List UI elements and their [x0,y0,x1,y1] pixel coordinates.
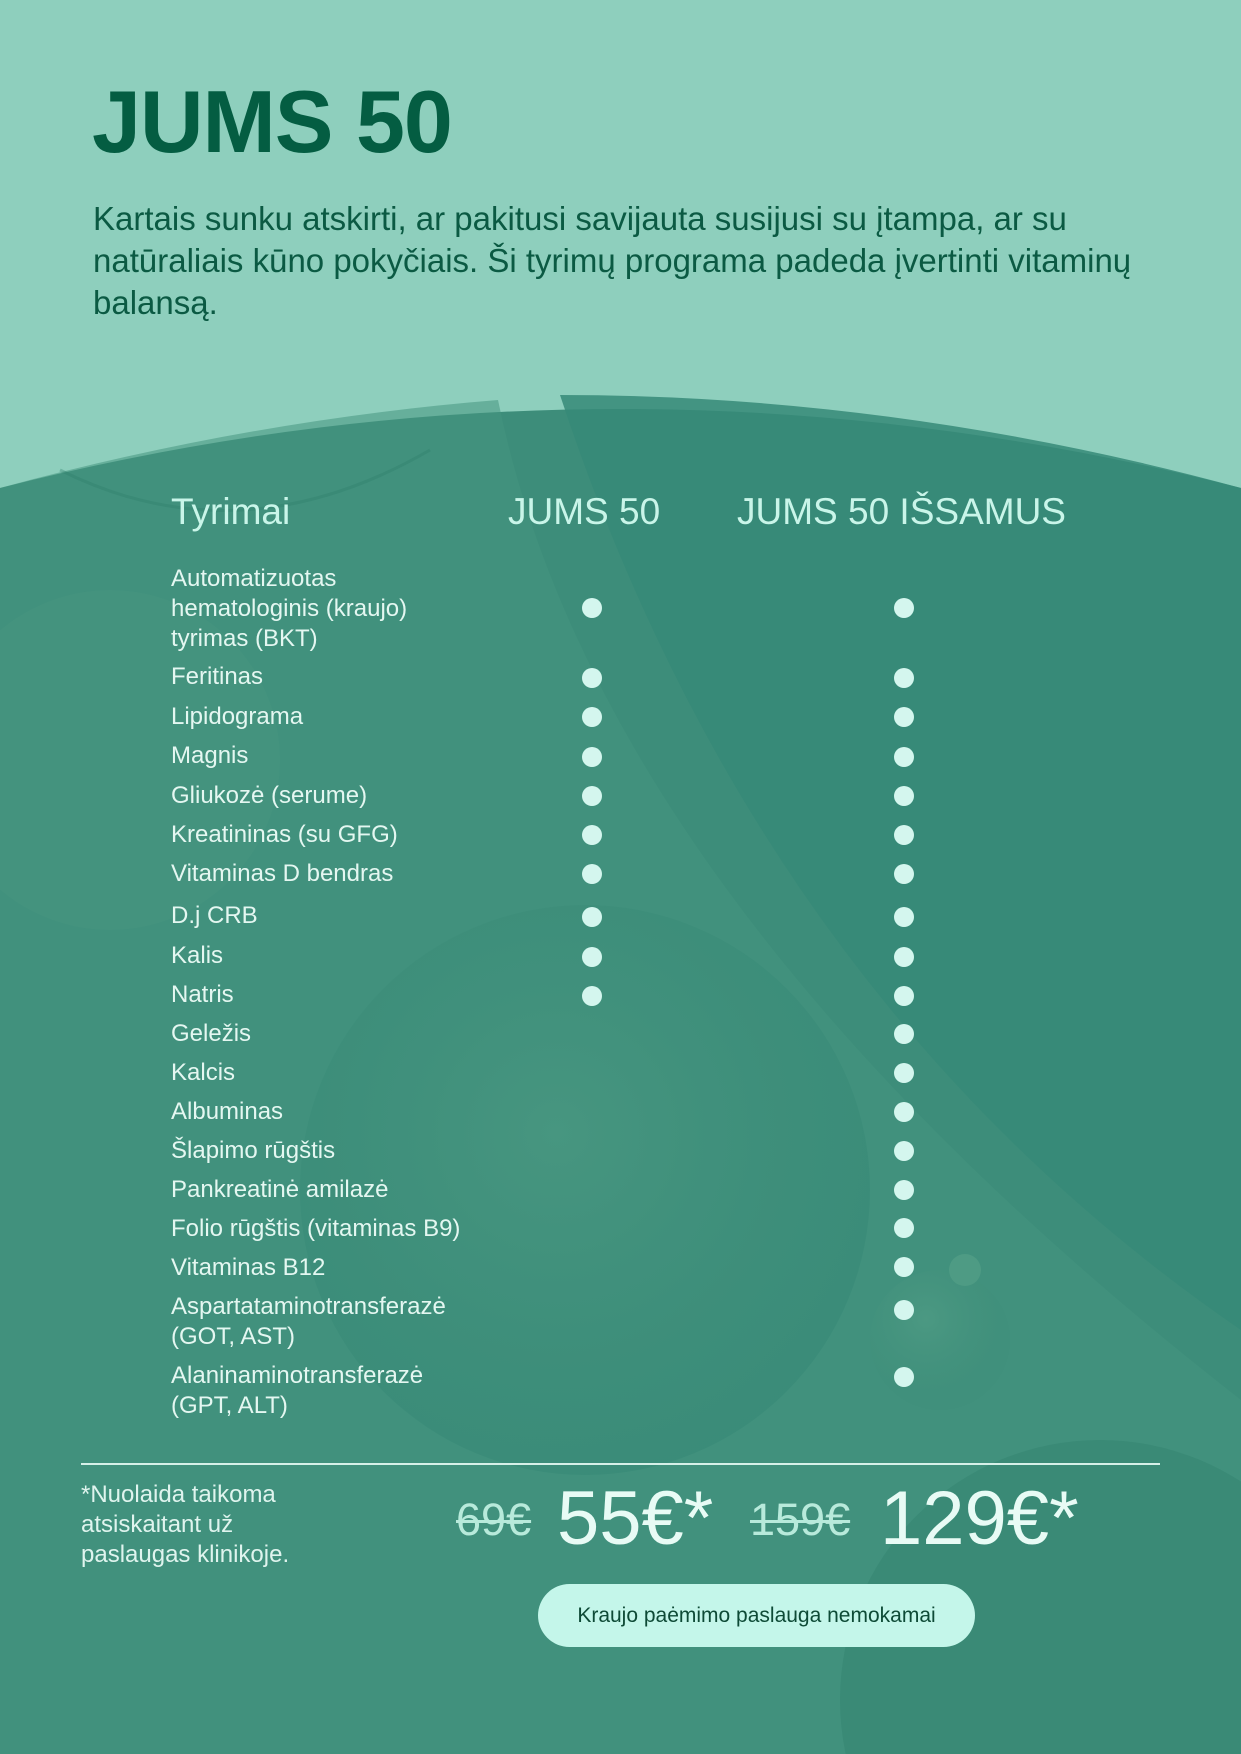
column-header-tests: Tyrimai [171,491,291,532]
test-label: Lipidograma [171,703,304,730]
test-label: Pankreatinė amilazė [171,1176,389,1203]
included-dot-extended [894,747,914,767]
test-label: Kreatininas (su GFG) [171,821,398,848]
intro-text: Kartais sunku atskirti, ar pakitusi savijauta susijusi su įtampa, ar su natūraliais kūno pokyčiais. Ši tyrimų programa padeda įvertinti vitaminų balansą. [93,200,1132,321]
test-label: Aspartataminotransferazė (GOT, AST) [171,1293,446,1350]
included-dot-basic [582,825,602,845]
test-label: Geležis [171,1020,252,1047]
divider [81,1463,1160,1465]
extended-old-price: 159€ [750,1494,851,1545]
basic-old-price: 69€ [456,1494,532,1545]
test-label: Kalis [171,942,224,969]
included-dot-extended [894,1300,914,1320]
test-label: Feritinas [171,663,264,690]
included-dot-extended [894,825,914,845]
included-dot-extended [894,907,914,927]
test-label: Automatizuotas hematologinis (kraujo) tyrimas (BKT) [171,565,408,652]
included-dot-basic [582,668,602,688]
test-label: Folio rūgštis (vitaminas B9) [171,1215,461,1242]
included-dot-extended [894,1180,914,1200]
included-dot-basic [582,598,602,618]
test-label: Vitaminas B12 [171,1254,326,1281]
test-label: Albuminas [171,1098,284,1125]
included-dot-extended [894,1257,914,1277]
included-dot-basic [582,907,602,927]
included-dot-extended [894,947,914,967]
test-label: Gliukozė (serume) [171,782,368,809]
test-label: Šlapimo rūgštis [171,1137,336,1164]
included-dot-basic [582,947,602,967]
discount-footnote: *Nuolaida taikoma atsiskaitant už paslaugas klinikoje. [81,1481,290,1568]
included-dot-basic [582,986,602,1006]
included-dot-extended [894,1141,914,1161]
included-dot-extended [894,668,914,688]
extended-new-price: 129€* [880,1476,1079,1561]
included-dot-basic [582,747,602,767]
test-label: D.j CRB [171,902,258,929]
column-header-extended: JUMS 50 IŠSAMUS [737,491,1066,532]
included-dot-extended [894,986,914,1006]
included-dot-extended [894,1024,914,1044]
test-label: Vitaminas D bendras [171,860,394,887]
free-blood-draw-button[interactable]: Kraujo paėmimo paslauga nemokamai [538,1584,975,1647]
included-dot-extended [894,786,914,806]
page-title: JUMS 50 [92,72,452,171]
column-header-basic: JUMS 50 [508,491,661,532]
included-dot-extended [894,1367,914,1387]
included-dot-extended [894,1063,914,1083]
basic-new-price: 55€* [557,1476,714,1561]
test-label: Kalcis [171,1059,236,1086]
included-dot-extended [894,1218,914,1238]
test-label: Natris [171,981,234,1008]
included-dot-extended [894,864,914,884]
test-label: Magnis [171,742,249,769]
test-label: Alaninaminotransferazė (GPT, ALT) [171,1362,424,1419]
included-dot-extended [894,707,914,727]
included-dot-basic [582,864,602,884]
included-dot-basic [582,707,602,727]
included-dot-extended [894,598,914,618]
included-dot-basic [582,786,602,806]
included-dot-extended [894,1102,914,1122]
